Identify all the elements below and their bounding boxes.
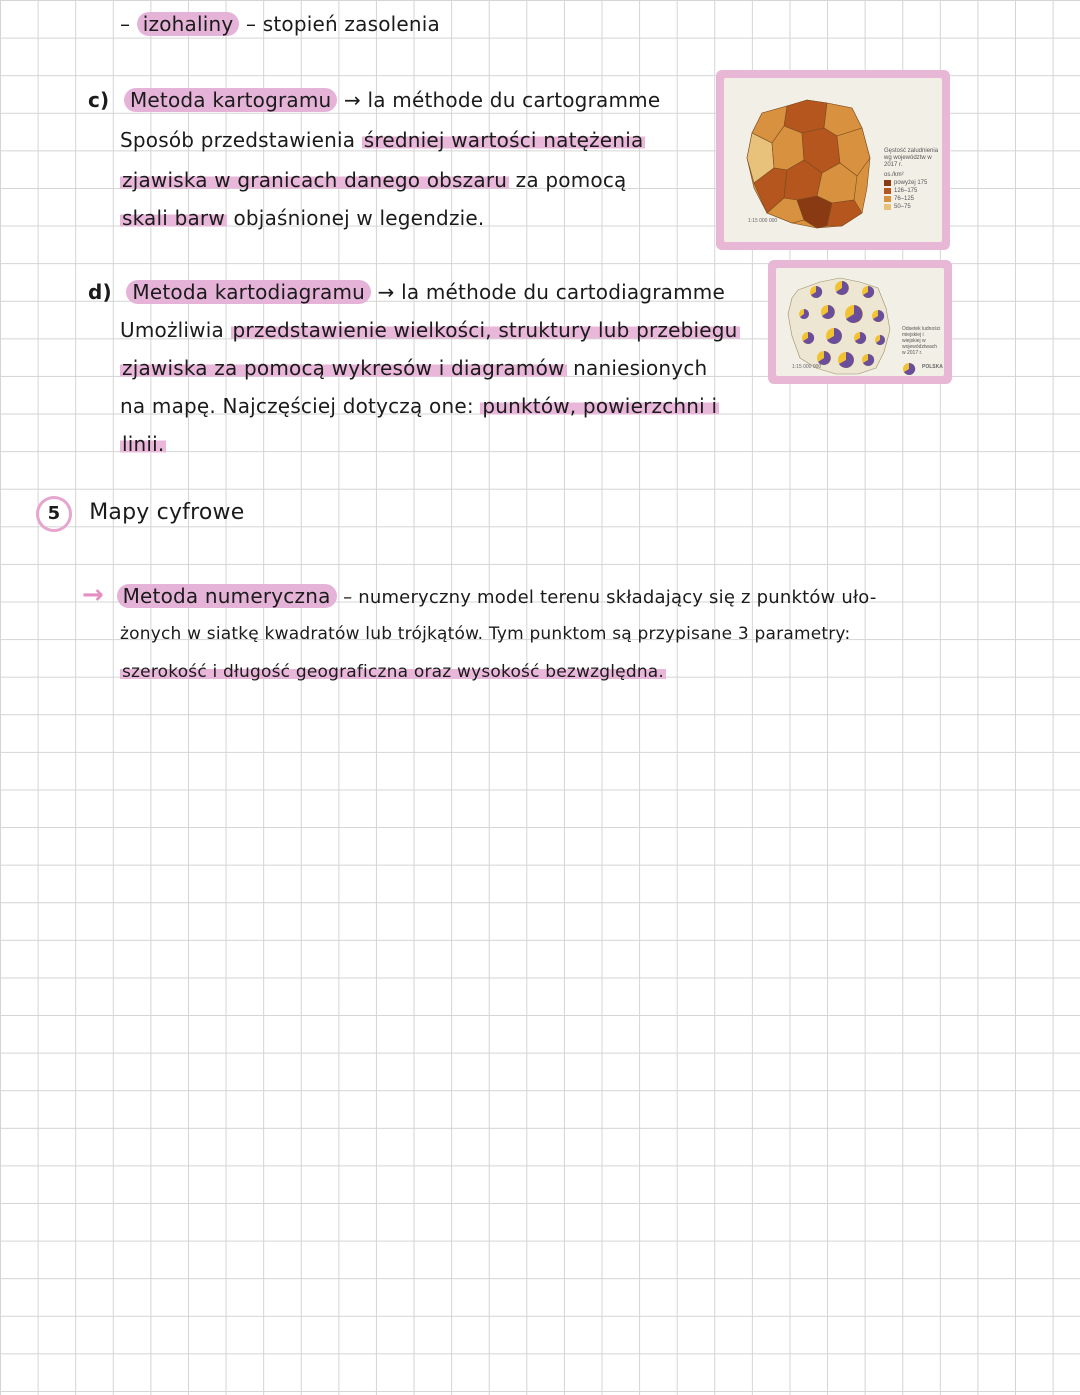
- section-c-line-3: [120, 206, 484, 230]
- section-c-line-2: [120, 168, 627, 192]
- highlight: średniej wartości natężenia: [363, 128, 644, 152]
- section-c-line-1: [120, 128, 645, 152]
- section-c-title: Metoda kartogramu: [124, 88, 337, 112]
- legend-row: [884, 204, 942, 210]
- legend-label: 50–75: [894, 204, 911, 210]
- cartodiagram-corner-label: POLSKA: [922, 364, 943, 370]
- section-d-line-3: [120, 394, 719, 418]
- cartogram-scale: 1:15 000 000: [748, 218, 778, 224]
- numeric-line-3: szerokość i długość geograficzna oraz wysokość bezwzględna.: [122, 662, 665, 682]
- legend-row: [884, 188, 942, 194]
- legend-label: powyżej 175: [894, 180, 928, 186]
- highlight: zjawiska w granicach danego obszaru: [122, 168, 508, 192]
- isohaline-line: [120, 12, 440, 36]
- section-c-marker: c): [88, 88, 110, 112]
- legend-title: Gęstość zaludnienia wg województw w 2017 r.: [884, 148, 939, 168]
- text-part: Umożliwia: [120, 318, 231, 342]
- highlight: zjawiska za pomocą wykresów i diagramów: [122, 356, 565, 380]
- term-izohaliny: izohaliny: [137, 12, 240, 36]
- numeric-line-2-row: [120, 624, 850, 644]
- legend-row: [884, 180, 942, 186]
- legend-swatch: [884, 180, 891, 186]
- section-d-line-1: [120, 318, 740, 342]
- text-part: objaśnionej w legendzie.: [226, 206, 485, 230]
- poland-cartodiagram-map-icon: [780, 270, 900, 376]
- arrow-right-icon: →: [82, 580, 104, 610]
- section-5-heading: [36, 496, 244, 532]
- poland-cartogram-map-icon: [732, 88, 892, 238]
- highlight: punktów, powierzchni i: [482, 394, 718, 418]
- section-c-heading: [88, 88, 660, 112]
- highlight: linii.: [122, 432, 165, 456]
- highlight: przedstawienie wielkości, struktury lub przebiegu: [232, 318, 738, 342]
- text-part: naniesionych: [566, 356, 708, 380]
- cartodiagram-image: [776, 268, 944, 376]
- section-number-badge: 5: [36, 496, 72, 532]
- numeric-line-1: – numeryczny model terenu składający się z punktów uło-: [343, 587, 877, 608]
- text-part: na mapę. Najczęściej dotyczą one:: [120, 394, 481, 418]
- text-part: Sposób przedstawienia: [120, 128, 362, 152]
- cartogram-image: [724, 78, 942, 242]
- numeric-line-3-row: [120, 662, 666, 682]
- highlight: skali barw: [122, 206, 225, 230]
- section-d-line-2: [120, 356, 707, 380]
- section-d-french: la méthode du cartodiagramme: [401, 280, 725, 304]
- legend-label: 126–175: [894, 188, 918, 194]
- section-d-title: Metoda kartodiagramu: [126, 280, 371, 304]
- legend-title: Odsetek ludności miejskiej i wiejskiej w województwach w 2017 r.: [902, 326, 941, 356]
- cartodiagram-figure: [768, 260, 952, 384]
- legend-pie-icon: [902, 362, 916, 376]
- legend-swatch: [884, 196, 891, 202]
- cartodiagram-scale: 1:15 000 000: [792, 364, 822, 370]
- section-5-title: Mapy cyfrowe: [89, 500, 245, 525]
- legend-label: 76–125: [894, 196, 915, 202]
- section-d-line-4: [120, 432, 166, 456]
- legend-row: [884, 196, 942, 202]
- section-d-heading: [88, 280, 725, 304]
- legend-swatch: [884, 204, 891, 210]
- section-d-marker: d): [88, 280, 112, 304]
- section-c-french: la méthode du cartogramme: [367, 88, 661, 112]
- cartogram-figure: [716, 70, 950, 250]
- numeric-heading: [82, 580, 877, 610]
- arrow-icon: →: [377, 280, 395, 304]
- legend-swatch: [884, 188, 891, 194]
- cartogram-legend: [884, 148, 942, 210]
- legend-unit: os./km²: [884, 172, 904, 178]
- isohaline-definition: – stopień zasolenia: [245, 12, 440, 36]
- numeric-line-2: żonych w siatkę kwadratów lub trójkątów. Tym punktom są przypisane 3 parametry:: [120, 624, 851, 644]
- numeric-title: Metoda numeryczna: [117, 584, 337, 608]
- text-part: za pomocą: [509, 168, 627, 192]
- dash: –: [120, 12, 131, 36]
- arrow-icon: →: [344, 88, 361, 112]
